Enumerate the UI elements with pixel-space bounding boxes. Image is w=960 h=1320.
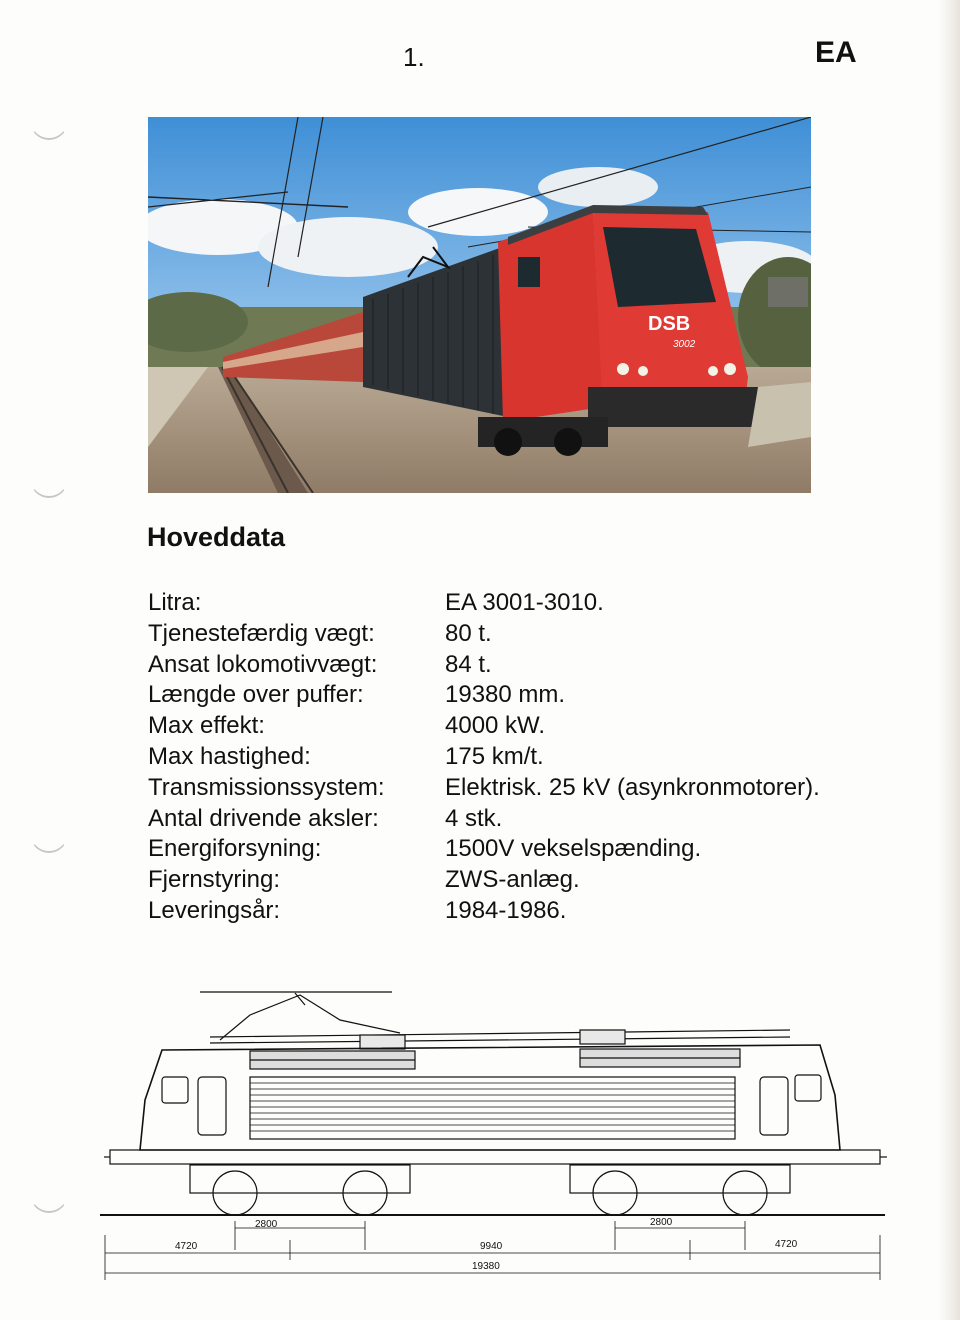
spec-table — [148, 588, 820, 927]
spec-row — [148, 650, 820, 681]
spec-value: 80 t. — [445, 619, 492, 647]
spec-row — [148, 588, 820, 619]
section-title: Hoveddata — [147, 522, 286, 552]
spec-label: Litra: — [148, 589, 202, 616]
spec-value: EA 3001-3010. — [445, 589, 604, 616]
spec-label: Max hastighed: — [148, 742, 311, 770]
spec-row — [148, 804, 820, 835]
spec-value: 175 km/t. — [445, 742, 544, 770]
dimension-label: 9940 — [480, 1241, 503, 1252]
spec-row — [148, 619, 820, 650]
spec-label: Ansat lokomotivvægt: — [148, 650, 378, 678]
spec-row — [148, 742, 820, 773]
spec-label: Transmissionssystem: — [148, 773, 385, 801]
spec-value: 1984-1986. — [445, 896, 567, 924]
spec-value: 4 stk. — [445, 804, 503, 832]
spec-value: ZWS-anlæg. — [445, 866, 580, 894]
dimension-label: 2800 — [255, 1219, 278, 1230]
spec-label: Leveringsår: — [148, 896, 281, 924]
spec-row — [148, 680, 820, 711]
page-edge — [938, 0, 960, 1320]
spec-label: Antal drivende aksler: — [148, 804, 379, 832]
binder-hole-mark — [30, 102, 68, 140]
dimension-label: 19380 — [472, 1261, 500, 1272]
spec-row — [148, 773, 820, 804]
spec-row — [148, 711, 820, 742]
dimension-label: 2800 — [650, 1217, 673, 1228]
spec-row — [148, 865, 820, 896]
spec-label: Energiforsyning: — [148, 835, 322, 863]
locomotive-photo — [148, 117, 811, 493]
spec-row — [148, 834, 820, 865]
binder-hole-mark — [30, 815, 68, 853]
unit-number-text: 3002 — [673, 339, 696, 350]
spec-value: 4000 kW. — [445, 712, 546, 740]
locomotive-side-drawing — [100, 985, 895, 1285]
dimension-label: 4720 — [775, 1239, 798, 1250]
page-number: 1. — [403, 42, 425, 72]
dsb-logo-text: DSB — [648, 313, 691, 335]
spec-value: Elektrisk. 25 kV (asynkronmotorer). — [445, 773, 820, 801]
binder-hole-mark — [30, 460, 68, 498]
spec-value: 19380 mm. — [445, 681, 566, 709]
spec-label: Fjernstyring: — [148, 866, 281, 894]
locomotive-class-code: EA — [815, 36, 857, 69]
spec-value: 1500V vekselspænding. — [445, 835, 702, 863]
spec-row — [148, 896, 820, 927]
spec-value: 84 t. — [445, 650, 492, 678]
spec-label: Længde over puffer: — [148, 681, 364, 709]
spec-label: Max effekt: — [148, 712, 265, 740]
spec-label: Tjenestefærdig vægt: — [148, 619, 375, 647]
dimension-label: 4720 — [175, 1241, 198, 1252]
binder-hole-mark — [30, 1175, 68, 1213]
